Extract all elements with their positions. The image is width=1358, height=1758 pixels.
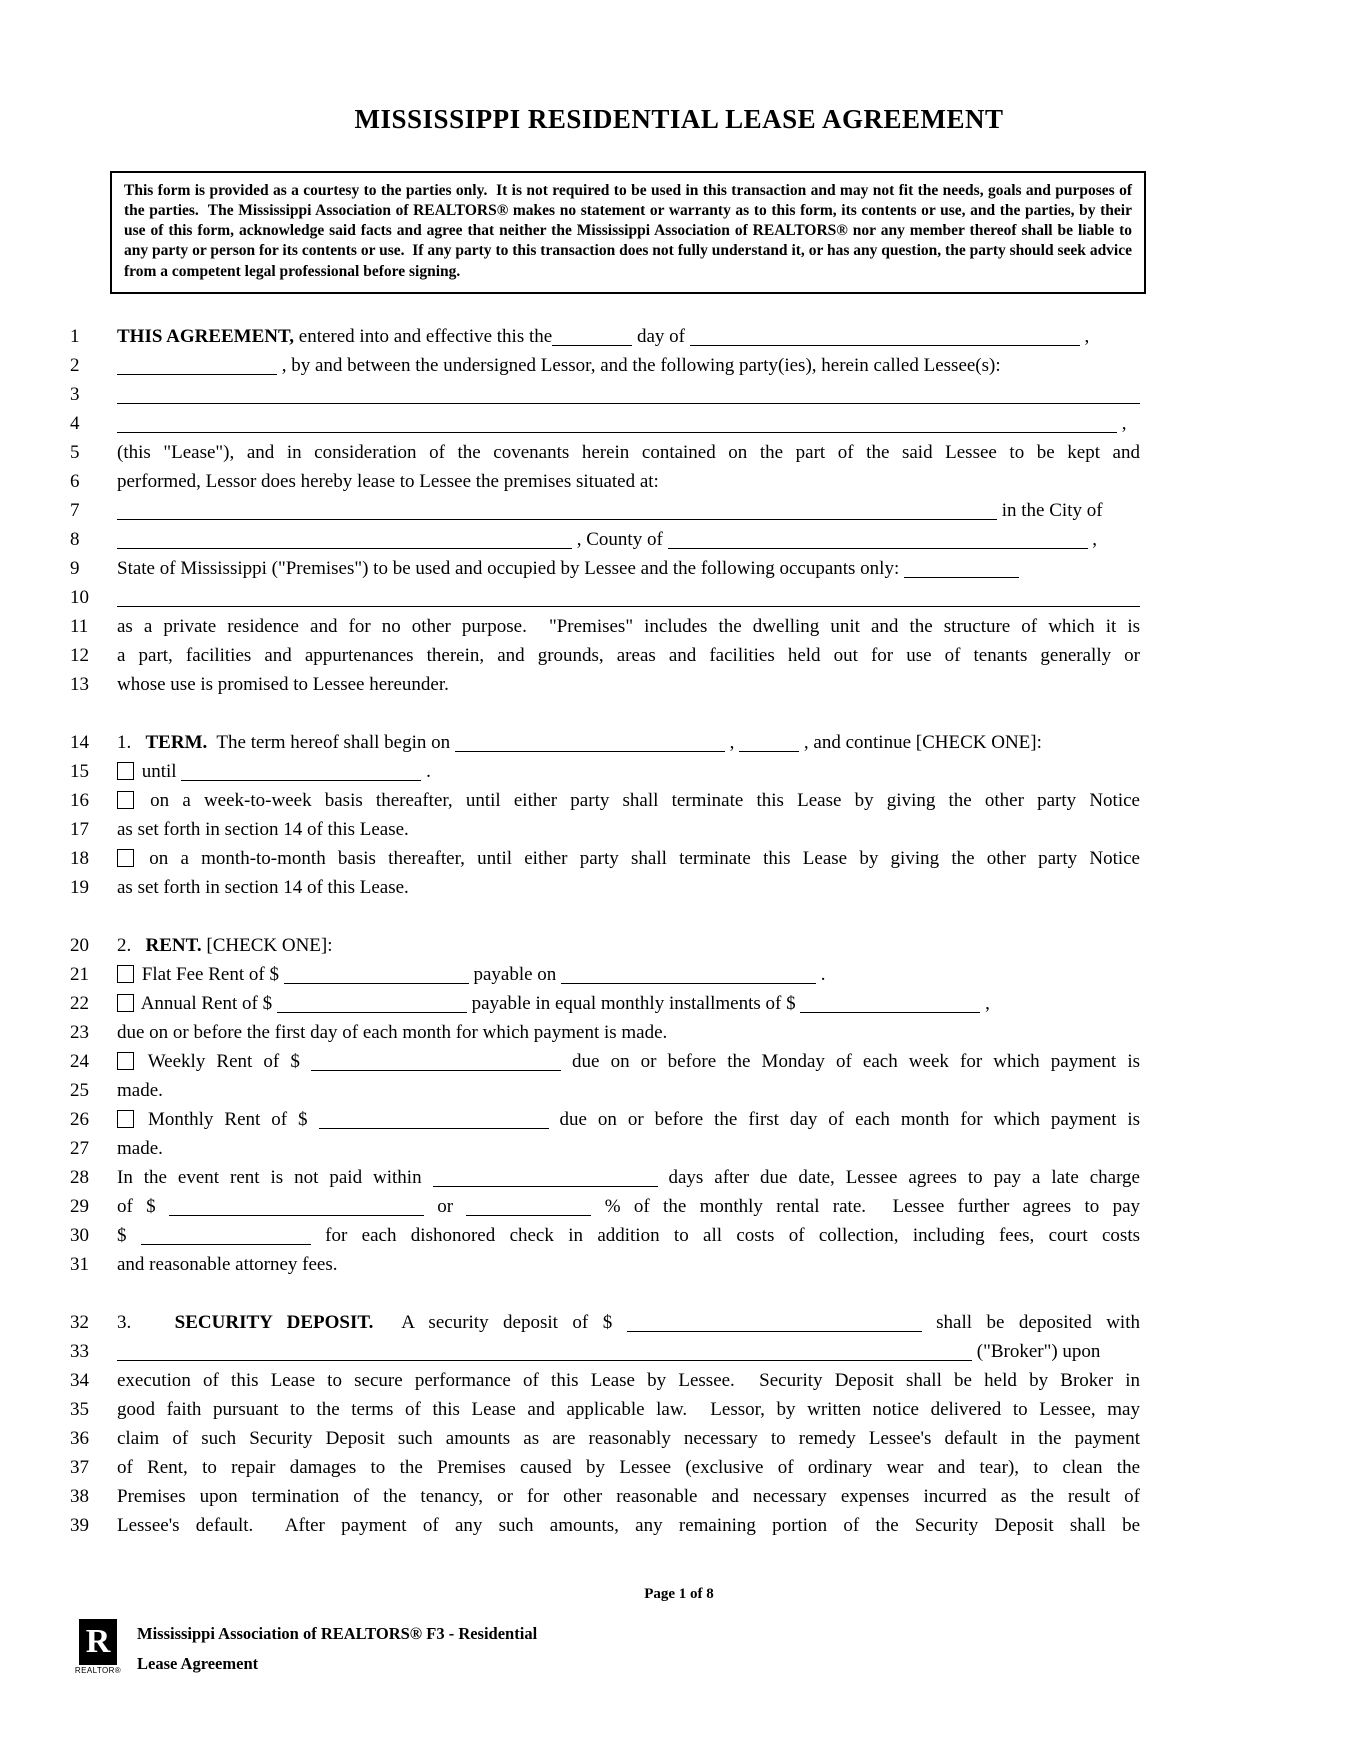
line-content [117,409,1140,438]
line-content [117,989,1140,1018]
bold-text: THIS AGREEMENT, [117,325,295,347]
line-number: 10 [70,586,89,608]
text: whose use is promised to Lessee hereunder. [117,673,449,695]
form-line [0,496,1358,525]
blank-field[interactable] [141,1224,311,1245]
form-line [0,873,1358,902]
line-content [117,1453,1140,1482]
blank-field[interactable] [181,760,421,781]
line-number: 4 [70,412,80,434]
form-line [0,525,1358,554]
line-content [117,467,1140,496]
line-number: 33 [70,1340,89,1362]
text: , [1117,412,1127,434]
text: payable in equal monthly installments of $ [466,992,801,1014]
blank-field[interactable] [561,963,816,984]
realtor-logo-caption: REALTOR® [74,1665,122,1675]
text: as a private residence and for no other purpose. "Premises" includes the dwelling unit and the structure of which it is [117,615,1140,637]
form-line [0,989,1358,1018]
line-content [117,1308,1140,1337]
line-content [117,1511,1140,1540]
text: State of Mississippi ("Premises") to be used and occupied by Lessee and the following occupants only: [117,557,904,579]
form-line [0,1308,1358,1337]
text: (this "Lease"), and in consideration of the covenants herein contained on the part of the said Lessee to be kept and [117,441,1140,463]
line-content [117,1337,1140,1366]
line-content [117,322,1140,351]
text: , [980,992,990,1014]
page-number-label: Page 1 of 8 [644,1585,714,1602]
form-line [0,351,1358,380]
line-content [117,1366,1140,1395]
blank-field[interactable] [904,557,1019,578]
form-line [0,786,1358,815]
form-line [0,1337,1358,1366]
line-content [117,1424,1140,1453]
form-line [0,583,1358,612]
text: 3. [117,1311,175,1333]
line-number: 37 [70,1456,89,1478]
footer-form-name [137,1619,537,1679]
form-line [0,960,1358,989]
form-line [0,815,1358,844]
form-line [0,1482,1358,1511]
line-content [117,873,1140,902]
line-number: 3 [70,383,80,405]
text: until [137,760,182,782]
blank-field[interactable] [319,1108,549,1129]
form-line [0,612,1358,641]
line-content [117,1163,1140,1192]
line-content [117,960,1140,989]
form-line [0,757,1358,786]
line-number: 18 [70,847,89,869]
form-line [0,1047,1358,1076]
disclaimer-text: This form is provided as a courtesy to the parties only. It is not required to be used in this transaction and may not fit the needs, goals and purposes of the parties. The Mississippi Association of REALTORS® makes no statement or warranty as to this form, its contents or use, and the parties, by their use of this form, acknowledge said facts and agree that neither the Mississippi Association of REALTORS® nor any member thereof shall be liable to any party or person for its contents or use. If any party to this transaction does not fully understand it, or has any question, the party should seek advice from a competent legal professional before signing. [124,182,1132,280]
form-line [0,1366,1358,1395]
form-line [0,1453,1358,1482]
blank-field[interactable] [311,1050,561,1071]
line-number: 31 [70,1253,89,1275]
blank-field[interactable] [690,325,1080,346]
text: payable on [468,963,562,985]
blank-field[interactable] [117,586,1140,607]
form-line [0,322,1358,351]
blank-field[interactable] [433,1166,658,1187]
document-title: MISSISSIPPI RESIDENTIAL LEASE AGREEMENT [354,104,1004,134]
line-number: 21 [70,963,89,985]
text: or [423,1195,467,1217]
line-content [117,525,1140,554]
footer [75,1619,1358,1679]
line-number: 19 [70,876,89,898]
footer-form-name-line2: Lease Agreement [137,1653,259,1673]
form-line [0,641,1358,670]
form-line [0,1250,1358,1279]
checkbox[interactable] [117,762,134,780]
text: Lessee's default. After payment of any such amounts, any remaining portion of the Security Deposit shall be [117,1514,1140,1536]
text: of $ [117,1195,169,1217]
line-content [117,583,1140,612]
form-line [0,1018,1358,1047]
line-number: 30 [70,1224,89,1246]
text: A security deposit of $ [373,1311,627,1333]
form-line [0,1163,1358,1192]
checkbox[interactable] [117,965,134,983]
checkbox[interactable] [117,849,134,867]
text: , by and between the undersigned Lessor, and the following party(ies), herein called Lessee(s): [277,354,1001,376]
line-number: 6 [70,470,80,492]
line-number: 7 [70,499,80,521]
line-content [117,1221,1140,1250]
line-number: 39 [70,1514,89,1536]
text: , and continue [CHECK ONE]: [799,731,1042,753]
text: Monthly Rent of $ [137,1108,319,1130]
line-number: 23 [70,1021,89,1043]
checkbox[interactable] [117,1052,134,1070]
line-number: 38 [70,1485,89,1507]
text: Flat Fee Rent of $ [137,963,284,985]
line-number: 5 [70,441,80,463]
line-content [117,1482,1140,1511]
bold-text: SECURITY DEPOSIT. [174,1311,374,1333]
line-content [117,351,1140,380]
line-number: 24 [70,1050,89,1072]
blank-field[interactable] [455,731,725,752]
text: made. [117,1079,163,1101]
line-content [117,496,1140,525]
line-content [117,786,1140,815]
line-number: 32 [70,1311,89,1333]
disclaimer-box [110,171,1146,294]
form-line [0,1134,1358,1163]
text: , [1087,528,1098,550]
line-number: 29 [70,1195,89,1217]
blank-field[interactable] [284,963,469,984]
line-content [117,1192,1140,1221]
text: $ [117,1224,141,1246]
line-number: 25 [70,1079,89,1101]
text: on a week-to-week basis thereafter, until either party shall terminate this Lease by giving the other party Notice [137,789,1140,811]
text: due on or before the Monday of each week for which payment is [560,1050,1140,1072]
line-number: 28 [70,1166,89,1188]
blank-field[interactable] [277,992,467,1013]
line-number: 17 [70,818,89,840]
blank-field[interactable] [552,325,632,346]
blank-field[interactable] [117,1340,972,1361]
line-content [117,438,1140,467]
blank-field[interactable] [627,1311,922,1332]
text: days after due date, Lessee agrees to pay a late charge [657,1166,1140,1188]
form-line [0,1511,1358,1540]
checkbox[interactable] [117,1110,134,1128]
line-content [117,757,1140,786]
line-number: 16 [70,789,89,811]
blank-field[interactable] [739,731,799,752]
line-number: 22 [70,992,89,1014]
line-content [117,670,1140,699]
line-number: 20 [70,934,89,956]
text: . [421,760,431,782]
line-content [117,728,1140,757]
text: of Rent, to repair damages to the Premises caused by Lessee (exclusive of ordinary wear and tear), to clean the [117,1456,1140,1478]
line-content [117,1076,1140,1105]
text: Weekly Rent of $ [137,1050,311,1072]
blank-field[interactable] [117,528,572,549]
blank-field[interactable] [117,383,1140,404]
line-number: 35 [70,1398,89,1420]
line-content [117,1134,1140,1163]
text: ("Broker") upon [972,1340,1101,1362]
form-line [0,438,1358,467]
text: on a month-to-month basis thereafter, until either party shall terminate this Lease by giving the other party Notice [137,847,1140,869]
text: Premises upon termination of the tenancy, or for other reasonable and necessary expenses incurred as the result of [117,1485,1140,1507]
text: [CHECK ONE]: [201,934,333,956]
text: The term hereof shall begin on [207,731,455,753]
text: shall be deposited with [921,1311,1140,1333]
line-number: 27 [70,1137,89,1159]
text: Annual Rent of $ [137,992,277,1014]
text: , County of [572,528,668,550]
text: , [1079,325,1090,347]
text: , [724,731,740,753]
text: 2. [117,934,146,956]
footer-form-name-line1: Mississippi Association of REALTORS® F3 - Residential [137,1623,538,1643]
blank-field[interactable] [117,412,1117,433]
text: due on or before the first day of each month for which payment is made. [117,1021,668,1043]
blank-field[interactable] [117,354,277,375]
text: as set forth in section 14 of this Lease. [117,818,409,840]
text: in the City of [997,499,1103,521]
form-line [0,380,1358,409]
form-line [0,1105,1358,1134]
line-number: 9 [70,557,80,579]
realtor-logo-icon: R [79,1619,117,1665]
line-number: 14 [70,731,89,753]
blank-field[interactable] [800,992,980,1013]
bold-text: RENT. [145,934,202,956]
text: In the event rent is not paid within [117,1166,433,1188]
text: % of the monthly rental rate. Lessee further agrees to pay [591,1195,1140,1217]
line-number: 15 [70,760,89,782]
form-line [0,467,1358,496]
line-content [117,931,1140,960]
text: execution of this Lease to secure performance of this Lease by Lessee. Security Deposit shall be held by Broker in [117,1369,1140,1391]
line-content [117,815,1140,844]
blank-field[interactable] [117,499,997,520]
text: entered into and effective this the [294,325,553,347]
line-number: 34 [70,1369,89,1391]
form-line [0,931,1358,960]
text: 1. [117,731,146,753]
line-content [117,844,1140,873]
text: claim of such Security Deposit such amounts as are reasonably necessary to remedy Lessee's default in the payment [117,1427,1140,1449]
text: and reasonable attorney fees. [117,1253,338,1275]
text: day of [632,325,690,347]
line-number: 12 [70,644,89,666]
form-line [0,1395,1358,1424]
text: for each dishonored check in addition to all costs of collection, including fees, court costs [310,1224,1140,1246]
blank-field[interactable] [466,1195,591,1216]
line-number: 26 [70,1108,89,1130]
line-number: 36 [70,1427,89,1449]
line-number: 1 [70,325,80,347]
line-number: 11 [70,615,89,637]
text: due on or before the first day of each month for which payment is [548,1108,1140,1130]
line-number: 13 [70,673,89,695]
checkbox[interactable] [117,994,134,1012]
checkbox[interactable] [117,791,134,809]
text: . [816,963,826,985]
form-line [0,554,1358,583]
line-content [117,380,1140,409]
form-line [0,409,1358,438]
realtor-logo [75,1619,121,1675]
line-number: 2 [70,354,80,376]
form-line [0,1221,1358,1250]
text: as set forth in section 14 of this Lease. [117,876,409,898]
text: made. [117,1137,163,1159]
text: good faith pursuant to the terms of this Lease and applicable law. Lessor, by written notice delivered to Lessee, may [117,1398,1140,1420]
line-content [117,612,1140,641]
form-line [0,844,1358,873]
line-content [117,1395,1140,1424]
form-line [0,1076,1358,1105]
blank-field[interactable] [169,1195,424,1216]
form-line [0,1424,1358,1453]
line-content [117,1047,1140,1076]
line-content [117,554,1140,583]
text: a part, facilities and appurtenances therein, and grounds, areas and facilities held out for use of tenants generally or [117,644,1140,666]
line-content [117,1250,1140,1279]
blank-field[interactable] [668,528,1088,549]
line-content [117,641,1140,670]
line-number: 8 [70,528,80,550]
form-lines [0,322,1358,1540]
form-line [0,1192,1358,1221]
form-line [0,670,1358,699]
text: performed, Lessor does hereby lease to Lessee the premises situated at: [117,470,659,492]
line-content [117,1105,1140,1134]
bold-text: TERM. [145,731,208,753]
line-content [117,1018,1140,1047]
form-line [0,728,1358,757]
